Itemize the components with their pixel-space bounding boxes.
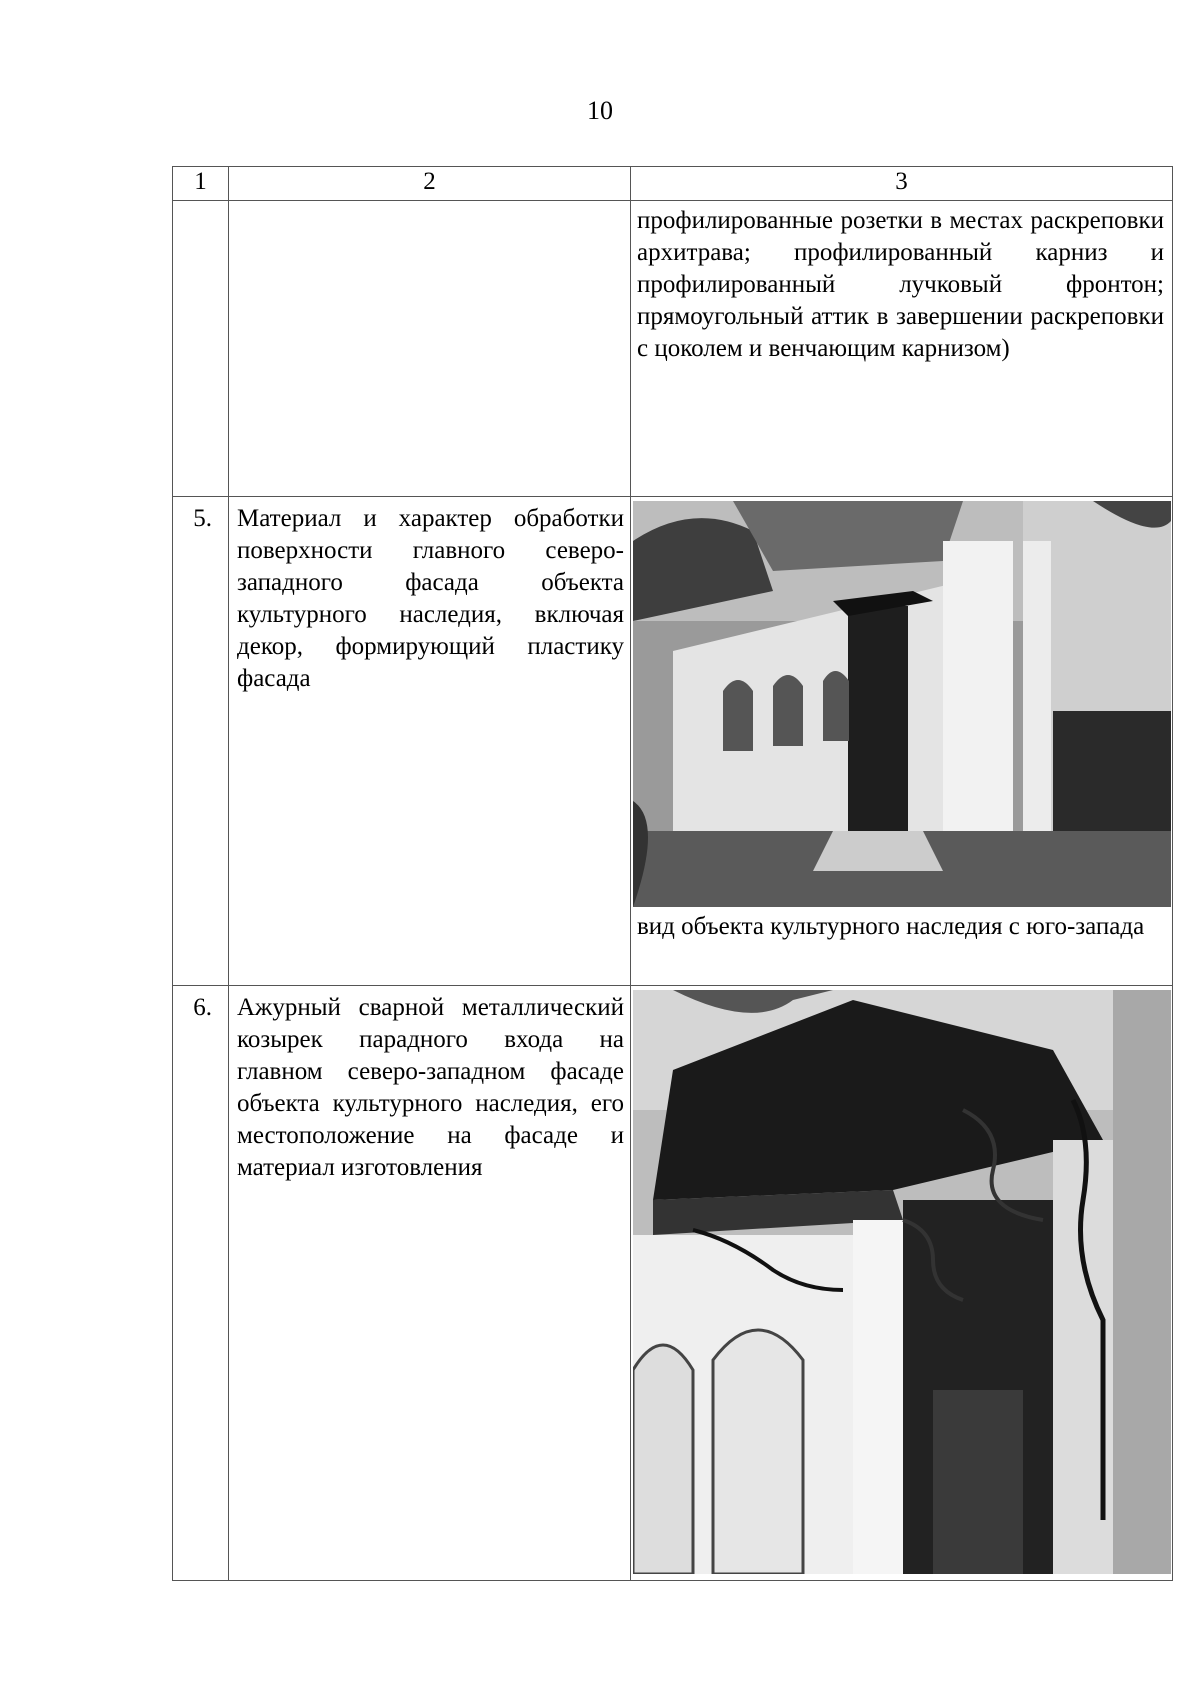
photo-caption: вид объекта культурного наследия с юго-запада bbox=[637, 913, 1145, 940]
table-row bbox=[173, 201, 1173, 497]
facade-photo bbox=[633, 501, 1171, 907]
row-number: 5. bbox=[173, 497, 229, 986]
row-number bbox=[173, 201, 229, 497]
row-description: Ажурный сварной металлический козырек парадного входа на главном северо-западном фасаде объекта культурного наследия, его местоположение на фасаде и материал изготовления bbox=[229, 986, 631, 1581]
canopy-photo bbox=[633, 990, 1171, 1574]
row-detail: профилированные розетки в местах раскреповки архитрава; профилированный карниз и профилированный лучковый фронтон; прямоугольный аттик в завершении раскреповки с цоколем и венчающим карнизом) bbox=[631, 201, 1173, 497]
row-photo-cell bbox=[631, 986, 1173, 1581]
header-col-2: 2 bbox=[229, 167, 631, 201]
row-photo-cell bbox=[631, 497, 1173, 986]
row-description: Материал и характер обработки поверхности главного северо-западного фасада объекта культурного наследия, включая декор, формирующий пластику фасада bbox=[229, 497, 631, 986]
header-col-1: 1 bbox=[173, 167, 229, 201]
table-header-row bbox=[173, 167, 1173, 201]
header-col-3: 3 bbox=[631, 167, 1173, 201]
row-number: 6. bbox=[173, 986, 229, 1581]
table-row bbox=[173, 986, 1173, 1581]
heritage-table bbox=[172, 166, 1173, 1581]
row-description bbox=[229, 201, 631, 497]
page-number: 10 bbox=[587, 96, 613, 125]
table-row bbox=[173, 497, 1173, 986]
